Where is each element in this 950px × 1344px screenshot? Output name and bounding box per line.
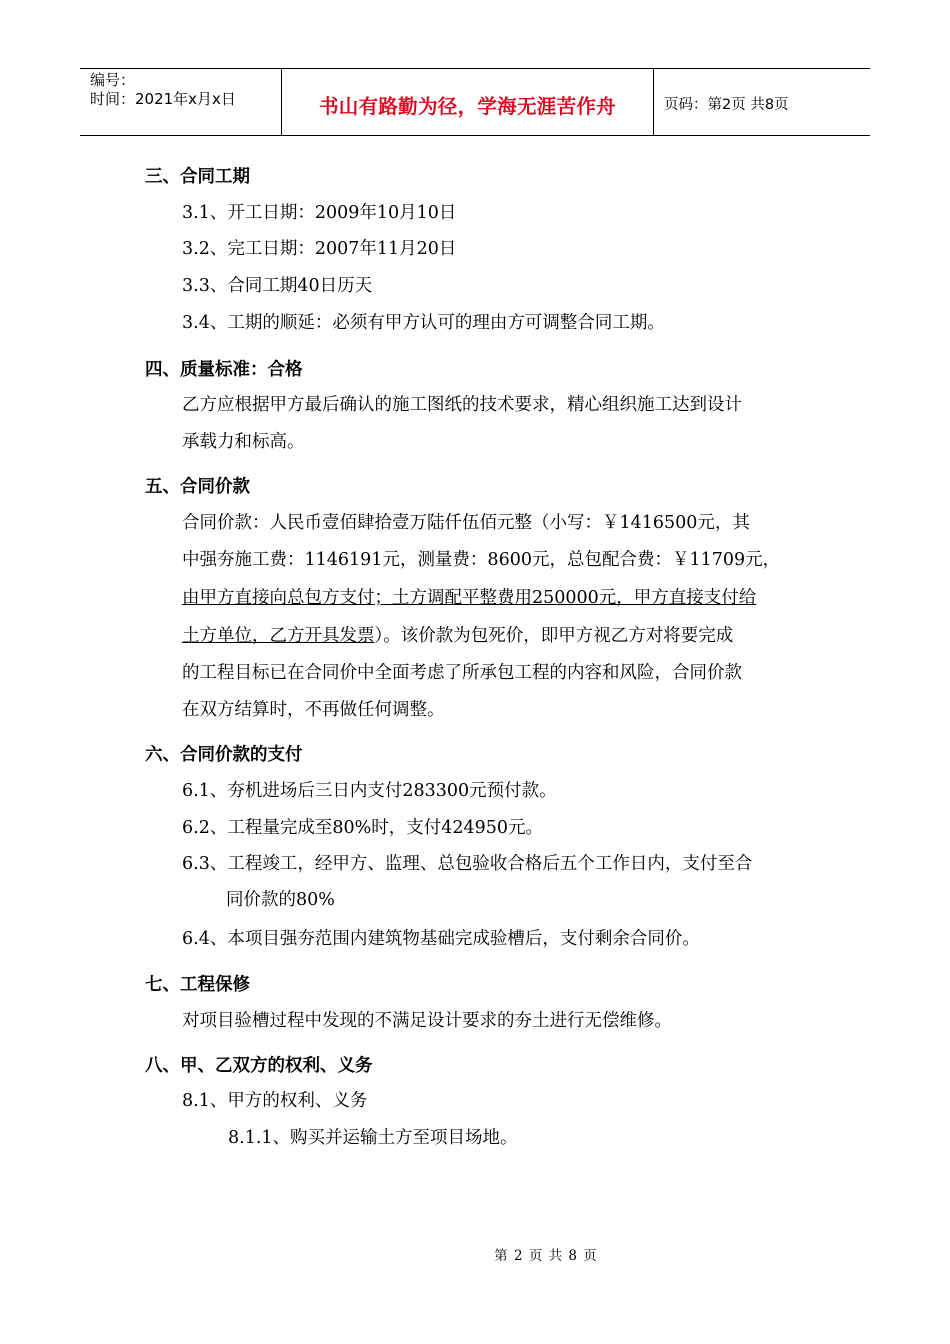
time-label: 时间：2021年x月x日	[90, 90, 236, 108]
paragraph-line	[182, 622, 733, 647]
page-footer: 第 2 页 共 8 页	[494, 1248, 598, 1264]
underlined-text: 土方单位，乙方开具发票	[182, 626, 375, 646]
section-heading-4: 四、质量标准：合格	[145, 360, 303, 380]
paragraph-line: 在双方结算时，不再做任何调整。	[182, 700, 445, 720]
header-meta	[80, 69, 282, 135]
header-motto-cell	[282, 69, 654, 135]
paragraph-line: 8.1.1、购买并运输土方至项目场地。	[228, 1128, 518, 1148]
paragraph-line: 合同价款：人民币壹佰肆拾壹万陆仟伍佰元整（小写：￥1416500元，其	[182, 513, 750, 533]
paragraph-line: 承载力和标高。	[182, 432, 305, 452]
plain-text: ）。该价款为包死价，即甲方视乙方对将要完成	[374, 626, 734, 646]
paragraph-line: 对项目验槽过程中发现的不满足设计要求的夯土进行无偿维修。	[182, 1011, 672, 1031]
section-heading-5: 五、合同价款	[145, 477, 250, 497]
paragraph-line: 3.4、工期的顺延：必须有甲方认可的理由方可调整合同工期。	[182, 313, 665, 333]
section-heading-8: 八、甲、乙双方的权利、义务	[145, 1056, 373, 1076]
paragraph-line: 8.1、甲方的权利、义务	[182, 1091, 368, 1111]
paragraph-line: 中强夯施工费：1146191元，测量费：8600元，总包配合费：￥11709元，	[182, 550, 781, 570]
paragraph-line: 同价款的80%	[226, 890, 335, 910]
section-heading-7: 七、工程保修	[145, 975, 250, 995]
paragraph-line: 6.2、工程量完成至80%时，支付424950元。	[182, 818, 544, 838]
paragraph-line: 3.2、完工日期：2007年11月20日	[182, 239, 457, 259]
paragraph-line: 3.3、合同工期40日历天	[182, 276, 373, 296]
paragraph-line: 6.4、本项目强夯范围内建筑物基础完成验槽后，支付剩余合同价。	[182, 929, 700, 949]
paragraph-line-underlined: 由甲方直接向总包方支付；土方调配平整费用250000元，甲方直接支付给	[182, 588, 757, 608]
header-page-info: 页码：第2页 共8页	[664, 96, 789, 113]
paragraph-line: 3.1、开工日期：2009年10月10日	[182, 203, 457, 223]
section-heading-3: 三、合同工期	[145, 167, 250, 187]
paragraph-line: 6.1、夯机进场后三日内支付283300元预付款。	[182, 781, 557, 801]
motto-text: 书山有路勤为径，学海无涯苦作舟	[318, 95, 616, 118]
paragraph-line: 6.3、工程竣工，经甲方、监理、总包验收合格后五个工作日内，支付至合	[182, 854, 753, 874]
section-heading-6: 六、合同价款的支付	[145, 745, 303, 765]
number-label: 编号：	[90, 71, 136, 89]
paragraph-line: 的工程目标已在合同价中全面考虑了所承包工程的内容和风险，合同价款	[182, 663, 742, 683]
paragraph-line: 乙方应根据甲方最后确认的施工图纸的技术要求，精心组织施工达到设计	[182, 395, 742, 415]
page-header	[80, 68, 870, 136]
